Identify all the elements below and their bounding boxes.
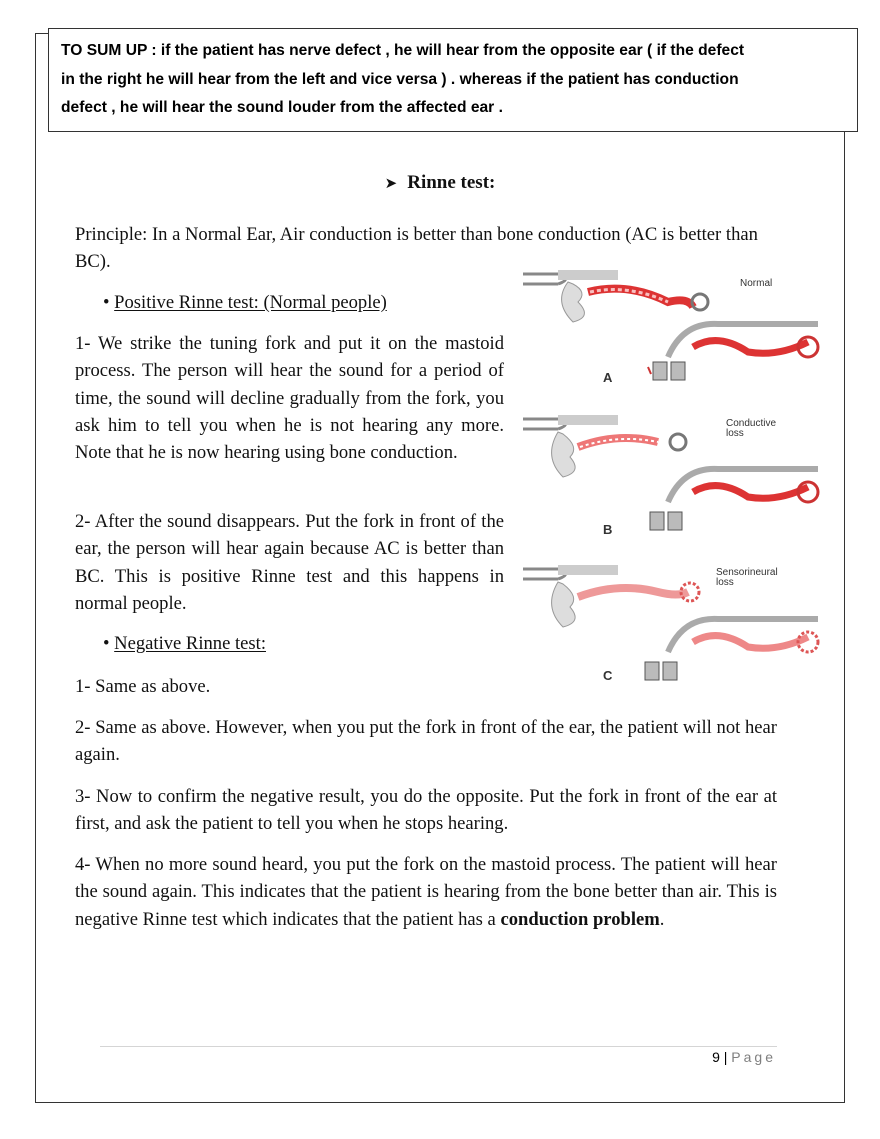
section-heading-text: Rinne test: [407,172,496,193]
page-word: Page [731,1049,776,1065]
negative-step-1: 1- Same as above. [75,676,211,697]
section-heading [0,172,880,194]
summary-line-2: in the right he will hear from the left and vice versa ) . whereas if the patient has conduction [61,70,739,88]
page-number: 9 [712,1049,720,1065]
label-sensorineural-line-1: Sensorineural [716,567,778,578]
negative-step-2: 2- Same as above. However, when you put the fork in front of the ear, the patient will not hear again. [75,717,777,766]
footer-divider [100,1046,777,1047]
positive-rinne-heading [103,289,387,316]
negative-rinne-title: Negative Rinne test: [114,633,266,654]
bullet-dot-icon: • [103,292,110,313]
panel-sensorineural-loss [523,565,818,683]
ear-diagram-svg [518,262,838,702]
arrow-bullet-icon: ➤ [384,174,398,192]
bullet-dot-icon: • [103,633,110,654]
principle-paragraph: Principle: In a Normal Ear, Air conduction is better than bone conduction (AC is better than BC). [75,224,758,273]
summary-line-3: defect , he will hear the sound louder from the affected ear . [61,99,503,116]
summary-box [48,28,858,132]
label-sensorineural-line-2: loss [716,577,734,588]
letter-b: B [603,522,613,537]
letter-a: A [603,370,613,385]
panel-normal [523,270,818,385]
negative-step-4-text: 4- When no more sound heard, you put the fork on the mastoid process. The patient will hear the sound again. This indicates that the patient is hearing from the bone better than air. This is negative Rinne test which indicates that the patient has a [75,854,777,930]
negative-step-4-end: . [659,908,665,930]
page-separator: | [723,1049,728,1065]
panel-conductive-loss [523,415,818,537]
positive-rinne-title: Positive Rinne test: (Normal people) [114,292,387,313]
positive-step-2: 2- After the sound disappears. Put the fork in front of the ear, the person will hear again because AC is better than BC. This is positive Rinne test and this happens in normal people. [75,511,504,614]
letter-c: C [603,668,613,683]
label-conductive-line-2: loss [726,428,744,439]
negative-step-4 [75,851,777,933]
label-normal: Normal [740,278,773,289]
negative-rinne-heading [103,630,266,657]
rinne-test-ear-diagram [518,262,838,702]
negative-step-3: 3- Now to confirm the negative result, you do the opposite. Put the fork in front of the ear at first, and ask the patient to tell you when he stops hearing. [75,786,777,835]
label-conductive-line-1: Conductive [726,418,777,429]
conduction-problem-emphasis: conduction problem [500,908,660,930]
summary-line-1: TO SUM UP : if the patient has nerve defect , he will hear from the opposite ear ( if the defect [61,42,745,59]
positive-step-1: 1- We strike the tuning fork and put it on the mastoid process. The person will hear the sound for a period of time, the sound will decline gradually from the fork, you ask him to tell you when he is not hearing any more. Note that he is now hearing using bone conduction. [75,333,504,464]
page-footer [712,1049,776,1065]
